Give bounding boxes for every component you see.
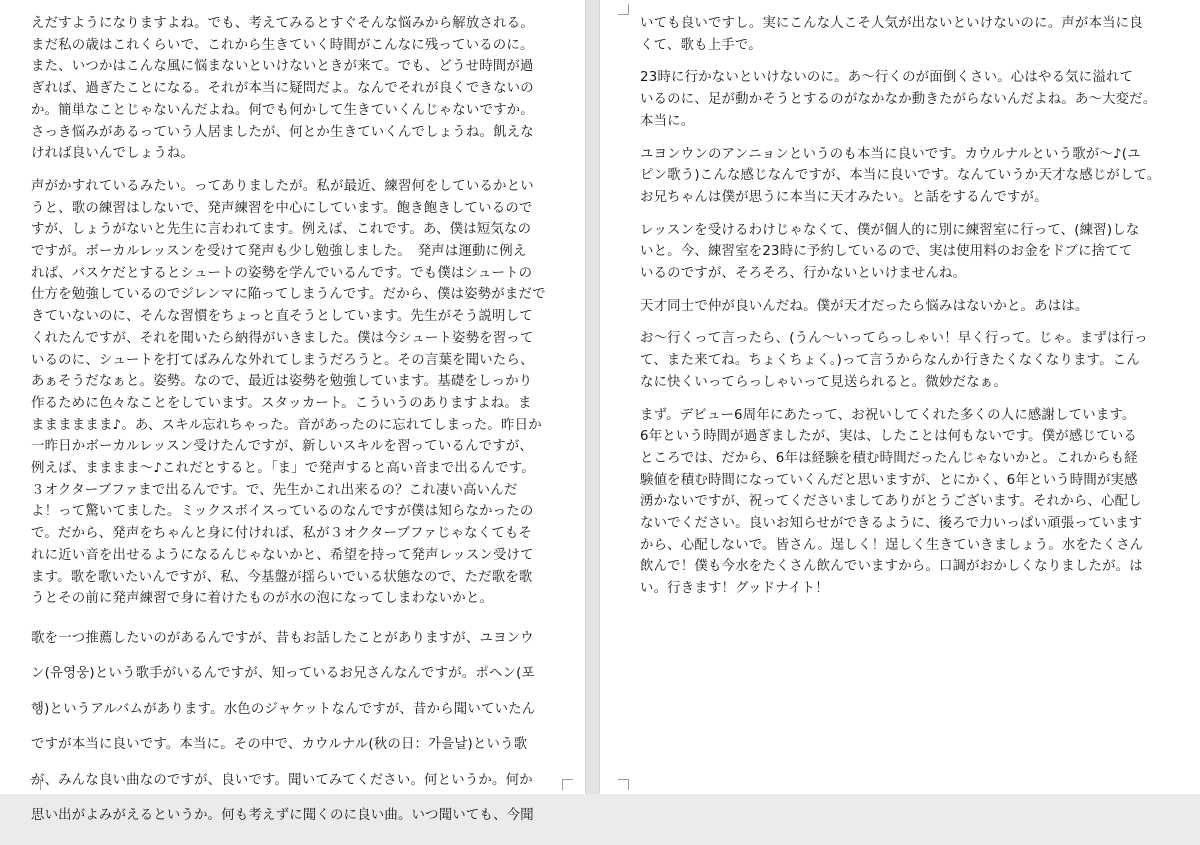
text-line: 例えば、まままま〜♪これだとすると。「ま」で発声すると高い音まで出るんです。 [31, 461, 535, 477]
document-page-left [0, 0, 585, 824]
text-line: いるのに、足が動かそうとするのがなかなか動きたがらないんだよね。あ〜大変だ。 [640, 92, 1157, 108]
text-line: いるのに、シュートを打てばみんな外れてしまうだろうと。その言葉を聞いたら、 [31, 352, 534, 368]
text-line: 湧かないですが、祝ってくださいましてありがとうございます。それから、心配し [640, 494, 1142, 510]
paragraph [640, 13, 1170, 56]
paragraph [31, 176, 561, 610]
right-page-text [640, 13, 1170, 611]
text-line: ですが本当に良いです。本当に。その中で、カウルナル(秋の日：가을날)という歌 [31, 737, 528, 753]
text-line: くて、歌も上手で。 [640, 37, 762, 53]
text-line: レッスンを受けるわけじゃなくて、僕が個人的に別に練習室に行って、(練習)しな [640, 222, 1140, 238]
text-line: か。簡単なことじゃないんだよね。何でも何かして生きていくんじゃないですか。 [31, 102, 534, 118]
text-line: いと。今、練習室を23時に予約しているので、実は使用料のお金をドブに捨てて [640, 244, 1133, 260]
text-line: 一昨日かボーカルレッスン受けたんですが、新しいスキルを習っているんですが、 [31, 439, 533, 455]
text-line: ないでください。良いお知らせができるように、後ろで力いっぱい頑張っています [640, 516, 1143, 532]
crop-mark-bottom-right [562, 779, 573, 790]
text-line: 験値を積む時間になっていくんだと思いますが、とにかく、6年という時間が実感 [640, 472, 1138, 488]
paragraph [31, 13, 561, 165]
text-line: きていないのに、そんな習慣をちょっと直そうとしています。先生がそう説明して [31, 309, 533, 325]
paragraph [640, 296, 1170, 318]
text-line: いるのですが、そろそろ、行かないといけませんね。 [640, 266, 967, 282]
left-page-text [31, 13, 561, 845]
text-line: 6年という時間が過ぎましたが、実は、したことは何もないです。僕が感じている [640, 429, 1137, 445]
text-line: ピン歌う)こんな感じなんですが、本当に良いです。なんていうか天才な感じがして。 [640, 168, 1161, 184]
text-line: 행)というアルバムがあります。水色のジャケットなんですが、昔から聞いていたん [31, 701, 536, 717]
text-line: 天才同士で仲が良いんだね。僕が天才だったら悩みはないかと。あはは。 [640, 298, 1089, 314]
text-line: ければ良いんでしょうね。 [31, 146, 195, 162]
text-line: ン(유영웅)という歌手がいるんですが、知っているお兄さんなんですが。ポヘン(포 [31, 666, 535, 682]
text-line: で。だから、発声をちゃんと身に付ければ、私が３オクターブファじゃなくてもそ [31, 526, 533, 542]
text-line: また、いつかはこんな風に悩まないといけないときが来て。でも、どうせ時間が過 [31, 59, 534, 75]
text-line: さっき悩みがあるっていう人居ましたが、何とか生きていくんでしょうね。飢えな [31, 124, 534, 140]
paragraph [640, 405, 1170, 600]
paragraph [640, 67, 1170, 132]
text-line: れば、バスケだとするとシュートの姿勢を学んでいるんです。でも僕はシュートの [31, 265, 533, 281]
paragraph [31, 621, 561, 834]
text-line: が、みんな良い曲なのですが、良いです。聞いてみてください。何というか。何か [31, 772, 533, 788]
crop-mark-bottom-left [618, 779, 629, 790]
page-gutter [585, 0, 600, 794]
text-line: くれたんですが、それを聞いたら納得がいきました。僕は今シュート姿勢を習って [31, 330, 534, 346]
text-line: ユヨンウンのアンニョンというのも本当に良いです。カウルナルという歌が〜♪(ユ [640, 146, 1141, 162]
text-line: まだ私の歳はこれくらいで、これから生きていく時間がこんなに残っているのに。 [31, 37, 534, 53]
text-line: うとその前に発声練習で身に着けたものが水の泡になってしまわないかと。 [31, 591, 494, 607]
text-line: なに快くいってらっしゃいって見送られると。微妙だなぁ。 [640, 374, 1007, 390]
text-line: ます。歌を歌いたいんですが、私、今基盤が揺らいでいる状態なので、ただ歌を歌 [31, 569, 533, 585]
text-line: から、心配しないで。皆さん。逞しく！逞しく生きていきましょう。水をたくさん [640, 537, 1144, 553]
text-line: お兄ちゃんは僕が思うに本当に天才みたい。と話をするんですが。 [640, 189, 1048, 205]
text-line: 作るために色々なことをしています。スタッカート。こういうのありますよね。ま [31, 395, 532, 411]
paragraph [640, 144, 1170, 209]
text-line: い。行きます！グッドナイト！ [640, 581, 829, 597]
text-line: ３オクターブファまで出るんです。で、先生かこれ出来るの？これ凄い高いんだ [31, 482, 518, 498]
text-line: て、また来てね。ちょくちょく。)って言うからなんか行きたくなくなります。こん [640, 353, 1140, 369]
text-line: 声がかすれているみたい。ってありましたが。私が最近、練習何をしているかとい [31, 178, 534, 194]
text-line: ぎれば、過ぎたことになる。それが本当に疑問だよ。なんでそれが良くできないの [31, 81, 534, 97]
crop-mark-bottom-left [30, 779, 41, 790]
text-line: よ！って驚いてました。ミックスボイスっているのなんですが僕は知らなかったの [31, 504, 534, 520]
crop-mark-top-left [618, 4, 629, 15]
text-line: いても良いですし。実にこんな人こそ人気が出ないといけないのに。声が本当に良 [640, 16, 1143, 31]
text-line: れに近い音を出せるようになるんじゃないかと、希望を持って発声レッスン受けて [31, 547, 534, 563]
text-line: 歌を一つ推薦したいのがあるんですが、昔もお話したことがありますが、ユヨンウ [31, 630, 534, 646]
text-line: まず。デビュー6周年にあたって、お祝いしてくれた多くの人に感謝しています。 [640, 407, 1136, 423]
text-line: あぁそうだなぁと。姿勢。なので、最近は姿勢を勉強しています。基礎をしっかり [31, 374, 533, 390]
text-line: 仕方を勉強しているのでジレンマに陥ってしまうんです。だから、僕は姿勢がまだで [31, 287, 546, 303]
text-line: まままままま♪。あ、スキル忘れちゃった。音があったのに忘れてしまった。昨日か [31, 417, 542, 433]
text-line: えだすようになりますよね。でも、考えてみるとすぐそんな悩みから解放される。 [31, 16, 534, 31]
text-line: お〜行くって言ったら、(うん〜いってらっしゃい！早く行って。じゃ。まずは行っ [640, 331, 1148, 347]
text-line: 思い出がよみがえるというか。何も考えずに聞くのに良い曲。いつ聞いても、今聞 [31, 808, 534, 824]
text-line: うと、歌の練習はしないで、発声練習を中心にしています。飽き飽きしているので [31, 200, 533, 216]
document-page-right [600, 0, 1200, 794]
text-line: ですが。ボーカルレッスンを受けて発声も少し勉強しました。 発声は運動に例え [31, 244, 527, 260]
text-line: 本当に。 [640, 113, 695, 129]
text-line: 23時に行かないといけないのに。あ〜行くのが面倒くさい。心はやる気に溢れて [640, 70, 1134, 86]
text-line: すが、しょうがないと先生に言われてます。例えば、これです。あ、僕は短気なの [31, 222, 532, 238]
paragraph [640, 328, 1170, 393]
paragraph [640, 220, 1170, 285]
text-line: 飲んで！僕も今水をたくさん飲んでいますから。口調がおかしくなりましたが。は [640, 559, 1143, 575]
text-line: ところでは、だから、6年は経験を積む時間だったんじゃないかと。これからも経 [640, 450, 1138, 466]
